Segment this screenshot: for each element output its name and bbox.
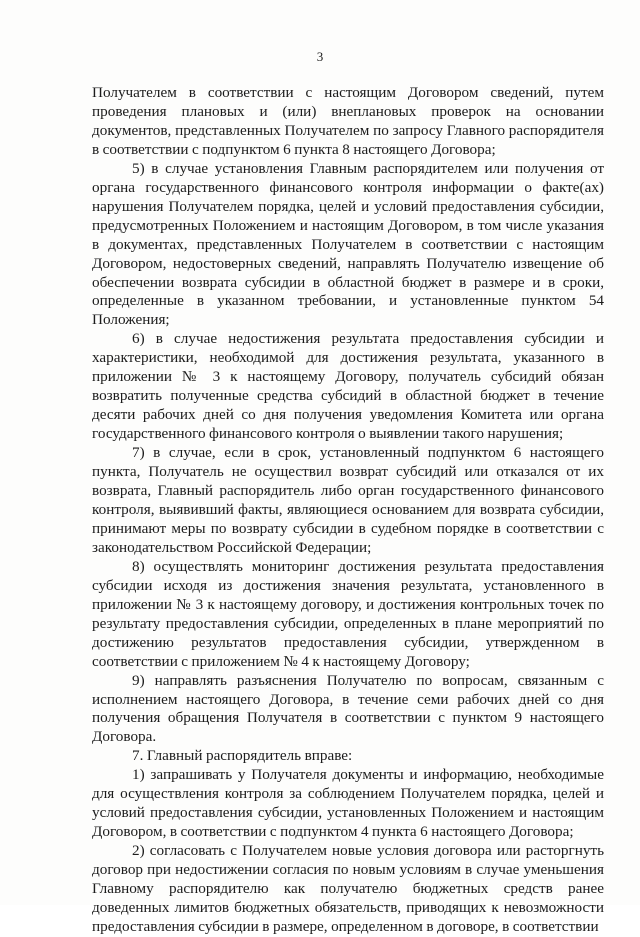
paragraph-rights-1: 1) запрашивать у Получателя документы и информацию, необходимые для осуществления контроля за соблюдением Получателем порядка, целей и условий предоставления субсидии, установленных Положением и настоящим Договором, в соответствии с подпунктом 4 пункта 6 настоящего Договора; (92, 766, 604, 841)
paragraph-item-7: 7) в случае, если в срок, установленный подпунктом 6 настоящего пункта, Получатель не осуществил возврат субсидий или отказался от их возврата, Главный распорядитель либо орган государственного финансового контроля, выявивший факты, являющиеся основанием для возврата субсидии, принимают меры по возврату субсидии в судебном порядке в соответствии с законодательством Российской Федерации; (92, 444, 604, 556)
section-7-heading: 7. Главный распорядитель вправе: (132, 747, 353, 765)
paragraph-item-9: 9) направлять разъяснения Получателю по вопросам, связанным с исполнением настоящего Договора, в течение семи рабочих дней со дня получения обращения Получателя в соответствии с пунктом 9 настоящего Договора. (92, 671, 604, 746)
paragraph-item-6: 6) в случае недостижения результата предоставления субсидии и характеристики, необходимой для достижения результата, указанного в приложении № 3 к настоящему Договору, получатель субсидий обязан возвратить полученные средства субсидий в областной бюджет в течение десяти рабочих дней со дня получения уведомления Комитета или органа государственного финансового контроля о выявлении такого нарушения; (92, 330, 604, 443)
paragraph-item-5: 5) в случае установления Главным распорядителем или получения от органа государственного финансового контроля информации о факте(ах) нарушения Получателем порядка, целей и условий предоставления субсидии, предусмотренных Положением и настоящим Договором, в том числе указания в документах, представленных Получателем в соответствии с настоящим Договором, недостоверных сведений, направлять Получателю извещение об обеспечении возврата субсидии в областной бюджет в размере и в сроки, определенные в указанном требовании, и установленные пунктом 54 Положения; (92, 159, 604, 329)
paragraph-rights-2: 2) согласовать с Получателем новые условия договора или расторгнуть договор при недостижении согласия по новым условиям в случае уменьшения Главному распорядителю как получателю бюджетных средств ранее доведенных лимитов бюджетных обязательств, приводящих к невозможности предоставления субсидии в размере, определенном в договоре, в соответствии (92, 842, 604, 935)
document-body (92, 84, 604, 937)
paragraph-item-8: 8) осуществлять мониторинг достижения результата предоставления субсидии исходя из достижения значения результата, установленного в приложении № 3 к настоящему договору, и достижения контрольных точек по результату предоставления субсидии, определенных в плане мероприятий по достижению результатов предоставления субсидии, утвержденном в соответствии с приложением № 4 к настоящему Договору; (92, 557, 604, 670)
page-number: 3 (316, 49, 324, 64)
paragraph-continuation: Получателем в соответствии с настоящим Договором сведений, путем проведения плановых и (или) внеплановых проверок на основании документов, представленных Получателем по запросу Главного распорядителя в соответствии с подпунктом 6 пункта 8 настоящего Договора; (92, 84, 604, 158)
